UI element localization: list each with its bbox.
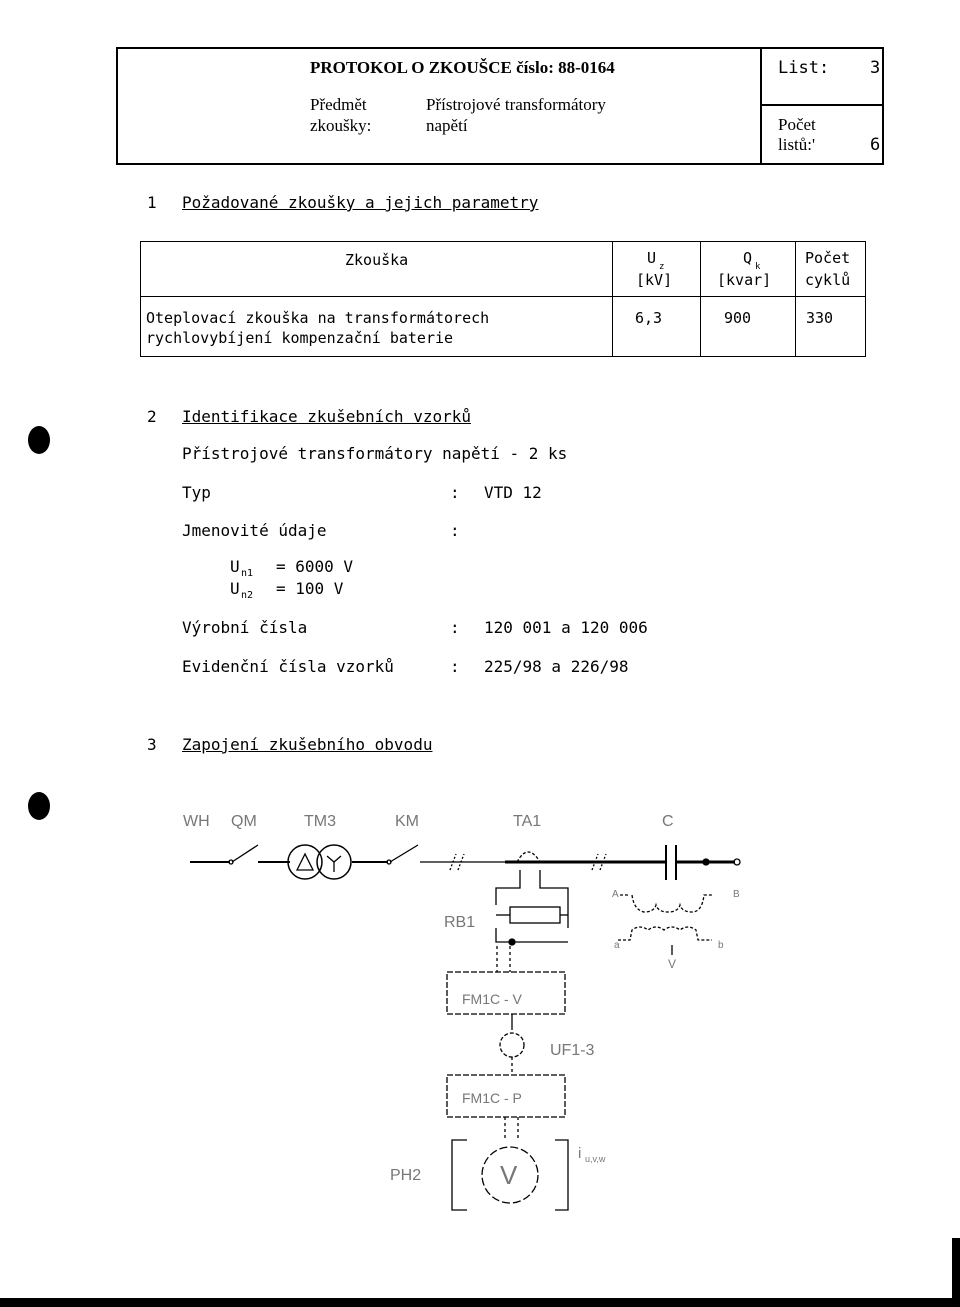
type-value: VTD 12 — [484, 483, 542, 502]
label-rb1: RB1 — [444, 914, 476, 931]
sheets-count-label-2: listů:' — [778, 135, 816, 154]
table-header-test: Zkouška — [345, 251, 409, 269]
table-header-q-unit: [kvar] — [717, 271, 772, 289]
label-km: KM — [395, 813, 419, 830]
ratings-label: Jmenovité údaje — [182, 521, 327, 540]
subject-label-2: zkoušky: — [310, 116, 372, 135]
un1-symbol: U — [230, 557, 240, 576]
label-uf: UF1-3 — [550, 1042, 595, 1059]
sheets-count-value: 6 — [870, 135, 881, 155]
label-c: C — [662, 813, 674, 830]
table-row-cycles: 330 — [806, 309, 834, 327]
table-header-cycles-2: cyklů — [805, 271, 851, 289]
label-ph2: PH2 — [390, 1167, 422, 1184]
rb1-resistor — [510, 907, 560, 923]
type-label: Typ — [182, 483, 211, 502]
tm3-star-3 — [334, 856, 341, 862]
wh-switch-blade — [232, 845, 258, 862]
table-header-q: Q — [743, 249, 753, 267]
scan-right-edge — [952, 1238, 960, 1307]
subject-value-2: napětí — [426, 116, 468, 135]
un2-symbol: U — [230, 579, 240, 598]
table-header-u-sub: z — [659, 262, 665, 272]
sheet-value: 3 — [870, 58, 881, 78]
ta1-lead-right — [540, 870, 568, 928]
protocol-number: PROTOKOL O ZKOUŠCE číslo: 88-0164 — [310, 58, 615, 77]
label-a-upper: A — [612, 889, 619, 900]
label-wh: WH — [183, 813, 210, 830]
label-b-lower: b — [718, 940, 724, 951]
terminal-wh — [229, 860, 233, 864]
label-b-upper: B — [733, 889, 740, 900]
label-fm1v: FM1C - V — [462, 991, 522, 1007]
subject-value-1: Přístrojové transformátory — [426, 95, 606, 114]
label-ta1: TA1 — [513, 813, 542, 830]
section2-title: Identifikace zkušebních vzorků — [182, 407, 471, 426]
node-c — [703, 859, 709, 865]
table-row-test-line2: rychlovybíjení kompenzační baterie — [146, 329, 454, 347]
label-iuvw: i — [578, 1145, 582, 1162]
table-header-u: U — [647, 249, 657, 267]
uf-circle — [500, 1033, 524, 1057]
table-header-u-unit: [kV] — [636, 271, 673, 289]
label-v: V — [668, 957, 677, 971]
rb1-return — [496, 928, 568, 942]
tm3-star-2 — [327, 856, 334, 862]
label-meter-v: V — [500, 1160, 518, 1190]
rb1-node — [509, 939, 515, 945]
table-row-q: 900 — [724, 309, 752, 327]
ph2-bracket-left — [452, 1140, 467, 1210]
ta1-lead-left — [496, 870, 520, 905]
section2-number: 2 — [147, 407, 157, 426]
tm3-delta-symbol — [297, 854, 313, 870]
table-header-cycles-1: Počet — [805, 249, 851, 267]
section3-number: 3 — [147, 735, 157, 754]
un2-value: = 100 V — [276, 579, 344, 598]
evidence-value: 225/98 a 226/98 — [484, 657, 629, 676]
serial-colon: : — [450, 618, 460, 637]
serial-value: 120 001 a 120 006 — [484, 618, 648, 637]
label-iuvw-sub: u,v,w — [585, 1154, 606, 1164]
label-tm3: TM3 — [304, 813, 336, 830]
un1-value: = 6000 V — [276, 557, 354, 576]
vt-secondary-winding — [618, 927, 712, 940]
evidence-colon: : — [450, 657, 460, 676]
label-fm1p: FM1C - P — [462, 1090, 522, 1106]
scan-bottom-edge — [0, 1298, 960, 1307]
ratings-colon: : — [450, 521, 460, 540]
sheets-count-label-1: Počet — [778, 115, 816, 134]
km-switch-blade — [390, 845, 418, 862]
label-a-lower: a — [614, 940, 620, 951]
table-header-q-sub: k — [755, 262, 761, 272]
evidence-label: Evidenční čísla vzorků — [182, 657, 394, 676]
section2-subtitle: Přístrojové transformátory napětí - 2 ks — [182, 444, 568, 463]
section1-title: Požadované zkoušky a jejich parametry — [182, 193, 539, 212]
label-qm: QM — [231, 813, 257, 830]
un2-sub: n2 — [241, 590, 254, 601]
un1-sub: n1 — [241, 568, 254, 579]
sheet-label: List: — [778, 58, 830, 78]
ph2-bracket-right — [555, 1140, 568, 1210]
section3-title: Zapojení zkušebního obvodu — [182, 735, 433, 754]
terminal-km — [387, 860, 391, 864]
vt-primary-winding — [620, 895, 712, 912]
table-row-u: 6,3 — [635, 309, 663, 327]
type-colon: : — [450, 483, 460, 502]
subject-label-1: Předmět — [310, 95, 367, 114]
table-row-test-line1: Oteplovací zkouška na transformátorech — [146, 309, 490, 327]
serial-label: Výrobní čísla — [182, 618, 308, 637]
section1-number: 1 — [147, 193, 157, 212]
